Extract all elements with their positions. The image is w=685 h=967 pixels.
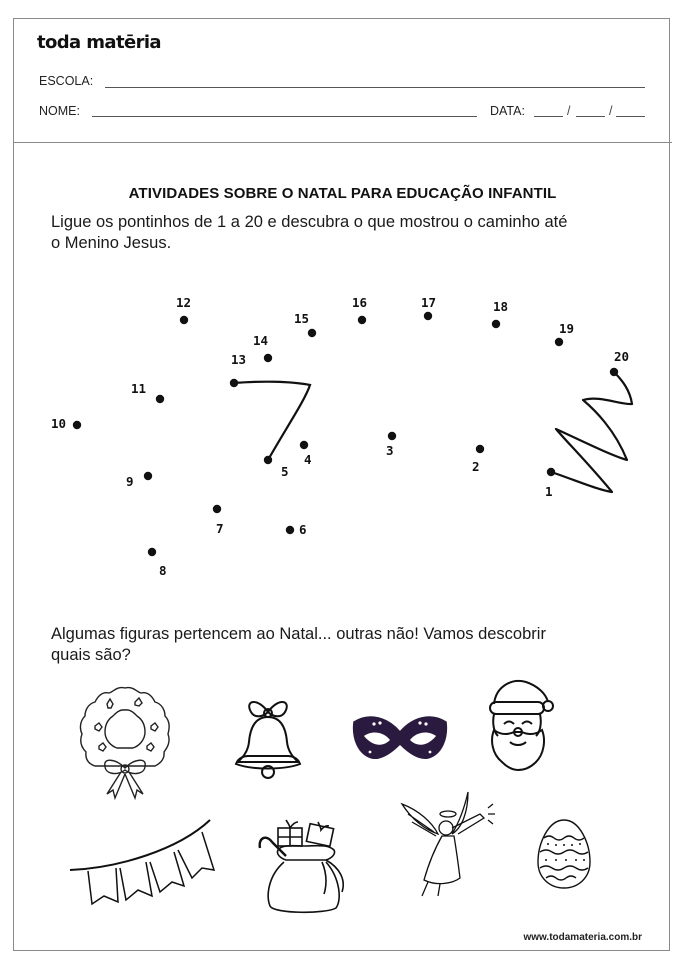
dot-number-label: 2 — [472, 459, 480, 474]
dot-number-label: 1 — [545, 484, 553, 499]
instruction-line: Algumas figuras pertencem ao Natal... outras não! Vamos descobrir — [51, 625, 546, 643]
dot-19[interactable] — [555, 338, 563, 346]
dot-number-label: 17 — [421, 295, 437, 310]
dot-14[interactable] — [264, 354, 272, 362]
dot-7[interactable] — [213, 505, 221, 513]
dot-number-label: 16 — [352, 295, 368, 310]
date-separator: / — [567, 104, 571, 118]
dot-10[interactable] — [73, 421, 81, 429]
dot-15[interactable] — [308, 329, 316, 337]
dot-8[interactable] — [148, 548, 156, 556]
dot-number-label: 13 — [231, 352, 247, 367]
dot-number-label: 9 — [126, 474, 134, 489]
carnival-mask-icon[interactable] — [350, 710, 450, 766]
bunting-flags-icon[interactable] — [68, 810, 218, 910]
dot-20[interactable] — [610, 368, 618, 376]
activity-title: ATIVIDADES SOBRE O NATAL PARA EDUCAÇÃO INFANTIL — [128, 185, 557, 202]
dot-1[interactable] — [547, 468, 555, 476]
dot-number-label: 14 — [253, 333, 269, 348]
dot-2[interactable] — [476, 445, 484, 453]
dot-number-label: 18 — [493, 299, 509, 314]
dot-number-label: 10 — [51, 416, 67, 431]
dot-number-label: 20 — [614, 349, 630, 364]
dot-number-label: 8 — [159, 563, 167, 578]
school-label: ESCOLA: — [39, 74, 94, 88]
dot-4[interactable] — [300, 441, 308, 449]
date-label: DATA: — [490, 104, 525, 118]
bell-icon[interactable] — [232, 694, 304, 784]
dot-16[interactable] — [358, 316, 366, 324]
instruction-line: o Menino Jesus. — [51, 234, 172, 252]
dot-12[interactable] — [180, 316, 188, 324]
name-label: NOME: — [39, 104, 80, 118]
dot-number-label: 3 — [386, 443, 394, 458]
zigzag-stroke — [551, 372, 632, 492]
dot-3[interactable] — [388, 432, 396, 440]
dot-11[interactable] — [156, 395, 164, 403]
dot-number-label: 7 — [216, 521, 224, 536]
dot-number-label: 12 — [176, 295, 192, 310]
dot-18[interactable] — [492, 320, 500, 328]
santa-claus-icon[interactable] — [484, 676, 556, 772]
wreath-icon[interactable] — [75, 682, 175, 800]
easter-egg-icon[interactable] — [536, 818, 592, 890]
gift-sack-icon[interactable] — [256, 816, 354, 916]
dot-6[interactable] — [286, 526, 294, 534]
seven-stroke — [234, 382, 310, 460]
dot-number-label: 5 — [281, 464, 289, 479]
angel-icon[interactable] — [398, 790, 498, 900]
instruction-line: quais são? — [51, 646, 131, 664]
brand-logo: toda matēria — [37, 32, 161, 53]
dot-5[interactable] — [264, 456, 272, 464]
dot-9[interactable] — [144, 472, 152, 480]
instruction-line: Ligue os pontinhos de 1 a 20 e descubra o que mostrou o caminho até — [51, 213, 568, 231]
dot-number-label: 11 — [131, 381, 147, 396]
dot-number-label: 19 — [559, 321, 575, 336]
dot-13[interactable] — [230, 379, 238, 387]
dot-number-label: 6 — [299, 522, 307, 537]
footer-url[interactable]: www.todamateria.com.br — [523, 932, 642, 943]
dot-number-label: 15 — [294, 311, 310, 326]
dot-17[interactable] — [424, 312, 432, 320]
instruction-figures — [51, 624, 651, 666]
dot-number-label: 4 — [304, 452, 312, 467]
date-separator: / — [609, 104, 613, 118]
